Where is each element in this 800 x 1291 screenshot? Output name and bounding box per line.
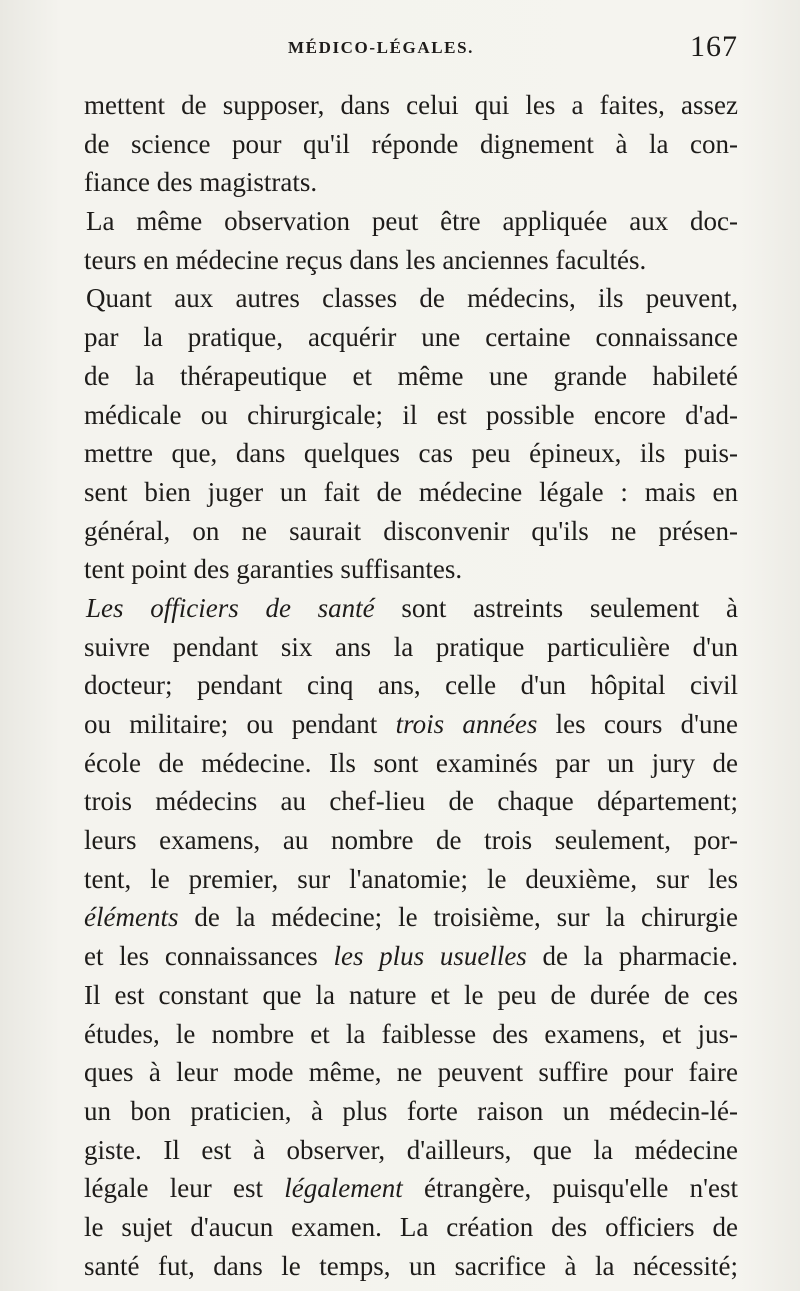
text-line: docteur; pendant cinq ans, celle d'un hôpital civil — [84, 670, 738, 701]
text-line: par la pratique, acquérir une certaine connaissance — [84, 322, 738, 353]
text-line: tent, le premier, sur l'anatomie; le deuxième, sur les — [84, 863, 738, 894]
text-line: école de médecine. Ils sont examinés par un jury de — [84, 747, 738, 778]
text-line: études, le nombre et la faiblesse des examens, et jus- — [84, 1018, 738, 1049]
italic-phrase: les plus usuelles — [333, 941, 527, 972]
page-number: 167 — [690, 30, 738, 63]
text-line: fiance des magistrats. — [84, 167, 318, 198]
text-line: ou militaire; ou pendant trois années les cours d'une — [84, 709, 738, 739]
text-line: éléments de la médecine; le troisième, sur la chirurgie — [84, 902, 738, 933]
text-line: médicale ou chirurgicale; il est possible encore d'ad- — [84, 399, 738, 430]
text-line: tent point des garanties suffisantes. — [84, 554, 463, 585]
text-line: de la thérapeutique et même une grande habileté — [84, 360, 738, 391]
text-line: Les officiers de santé sont astreints seulement à — [86, 592, 738, 623]
text-line: un bon praticien, à plus forte raison un médecin-lé- — [84, 1095, 738, 1126]
text-line: leurs examens, au nombre de trois seulement, por- — [84, 825, 738, 856]
text-line: sent bien juger un fait de médecine légale : mais en — [84, 476, 738, 507]
italic-phrase: légalement — [284, 1173, 403, 1204]
text-line: mettent de supposer, dans celui qui les a faites, assez — [84, 90, 738, 120]
text-line: mettre que, dans quelques cas peu épineux, ils puis- — [84, 438, 738, 469]
text-line: La même observation peut être appliquée aux doc- — [86, 206, 738, 237]
text-line: suivre pendant six ans la pratique particulière d'un — [84, 631, 738, 662]
text-line: général, on ne saurait disconvenir qu'ils ne présen- — [84, 515, 738, 546]
text-line: trois médecins au chef-lieu de chaque département; — [84, 786, 738, 817]
text-line: santé fut, dans le temps, un sacrifice à la nécessité; — [84, 1250, 738, 1281]
italic-phrase: Les officiers de santé — [86, 592, 375, 623]
body-text — [84, 86, 738, 1285]
text-line: légale leur est légalement étrangère, puisqu'elle n'est — [84, 1173, 738, 1204]
page-header — [88, 30, 738, 74]
running-head: MÉDICO-LÉGALES. — [288, 38, 474, 57]
text-line: Il est constant que la nature et le peu de durée de ces — [84, 979, 738, 1010]
text-line: teurs en médecine reçus dans les anciennes facultés. — [84, 244, 647, 275]
text-line: de science pour qu'il réponde dignement à la con- — [84, 128, 738, 159]
text-line: ques à leur mode même, ne peuvent suffire pour faire — [84, 1057, 738, 1088]
text-line: le sujet d'aucun examen. La création des officiers de — [84, 1211, 738, 1242]
text-line: et les connaissances les plus usuelles de la pharmacie. — [84, 941, 738, 972]
italic-phrase: éléments — [84, 902, 179, 933]
text-line: Quant aux autres classes de médecins, ils peuvent, — [86, 283, 738, 314]
italic-phrase: trois années — [395, 709, 538, 739]
text-line: giste. Il est à observer, d'ailleurs, que la médecine — [84, 1134, 738, 1165]
